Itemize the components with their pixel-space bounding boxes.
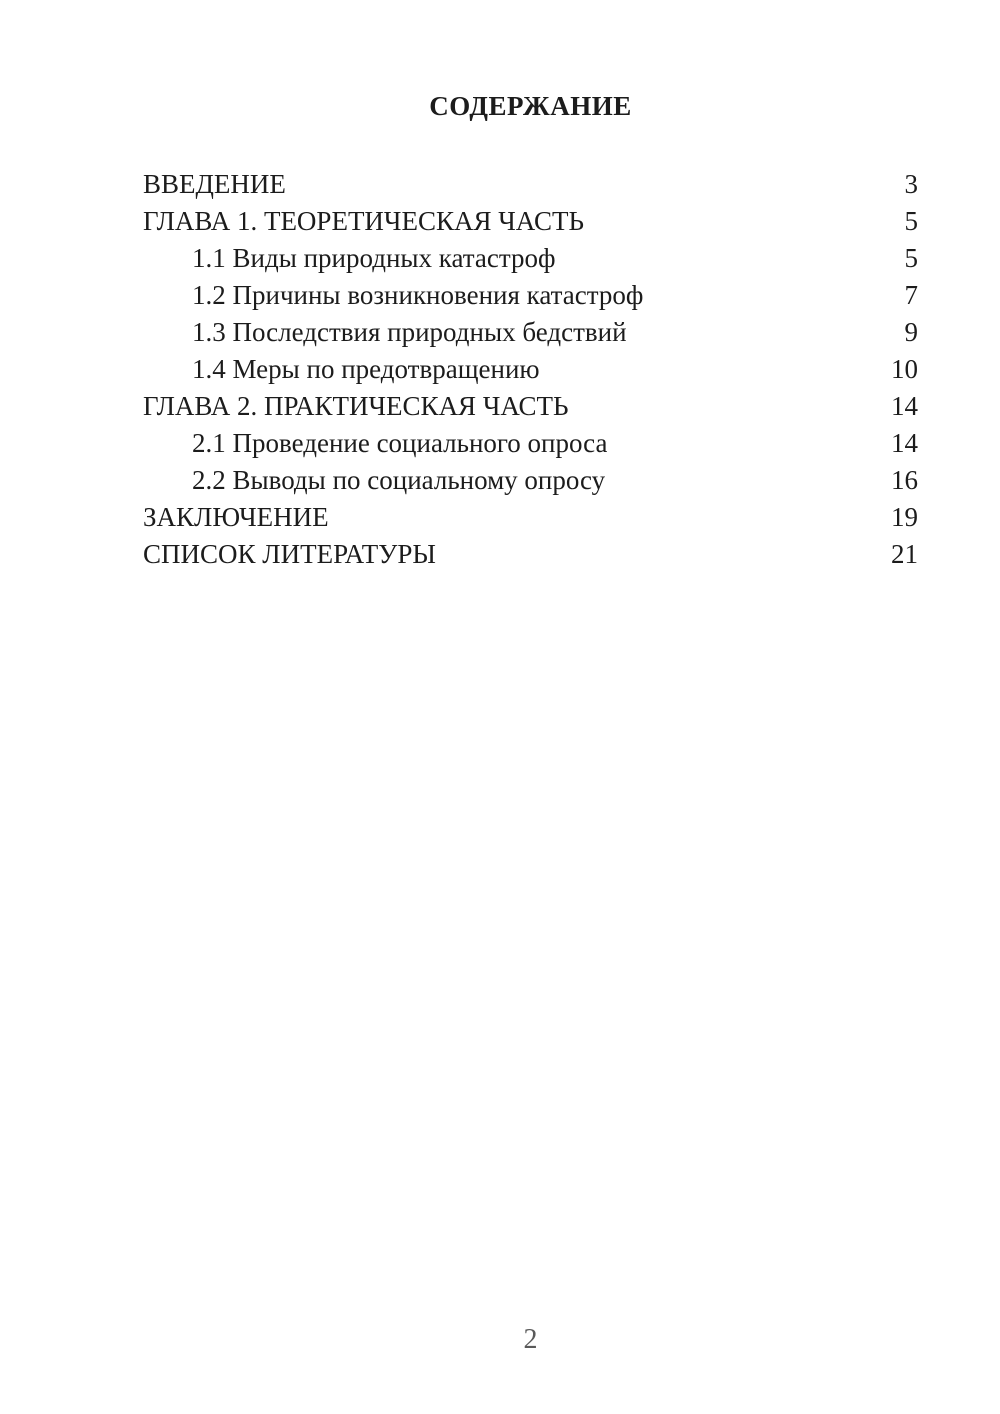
toc-entry-label: 2.1 Проведение социального опроса (192, 428, 608, 458)
toc-entry-1-1 (143, 240, 918, 277)
toc-entry-1-3 (143, 314, 918, 351)
toc-entry-page-number: 9 (904, 317, 918, 347)
toc-entry-label: 1.4 Меры по предотвращению (192, 354, 540, 384)
toc-entry-page-number: 14 (891, 428, 918, 458)
page-title: СОДЕРЖАНИЕ (429, 91, 632, 121)
toc-entry-page-number: 16 (891, 465, 918, 495)
toc-entry-glava-2 (143, 388, 918, 425)
toc-entry-1-4 (143, 351, 918, 388)
toc-entry-label: ЗАКЛЮЧЕНИЕ (143, 502, 329, 532)
toc-entry-label: ГЛАВА 1. ТЕОРЕТИЧЕСКАЯ ЧАСТЬ (143, 206, 584, 236)
toc-entry-page-number: 3 (904, 169, 918, 199)
toc-entry-label: 1.1 Виды природных катастроф (192, 243, 556, 273)
toc-entry-zaklyuchenie (143, 499, 918, 536)
toc-entry-page-number: 7 (904, 280, 918, 310)
toc-entry-page-number: 5 (904, 243, 918, 273)
toc-entry-label: 2.2 Выводы по социальному опросу (192, 465, 606, 495)
toc-entry-2-2 (143, 462, 918, 499)
toc-entry-label: ВВЕДЕНИЕ (143, 169, 286, 199)
toc-entry-label: 1.3 Последствия природных бедствий (192, 317, 627, 347)
toc-entry-glava-1 (143, 203, 918, 240)
toc-entry-vvedenie (143, 166, 918, 203)
toc-entry-spisok-literatury (143, 536, 918, 573)
toc-entry-page-number: 19 (891, 502, 918, 532)
toc-entry-2-1 (143, 425, 918, 462)
toc-entry-label: СПИСОК ЛИТЕРАТУРЫ (143, 539, 436, 569)
toc-entry-page-number: 10 (891, 354, 918, 384)
table-of-contents (143, 166, 918, 573)
footer-page-number: 2 (523, 1324, 538, 1355)
toc-entry-label: 1.2 Причины возникновения катастроф (192, 280, 644, 310)
toc-entry-page-number: 21 (891, 539, 918, 569)
toc-entry-page-number: 5 (904, 206, 918, 236)
toc-entry-label: ГЛАВА 2. ПРАКТИЧЕСКАЯ ЧАСТЬ (143, 391, 569, 421)
toc-entry-page-number: 14 (891, 391, 918, 421)
toc-entry-1-2 (143, 277, 918, 314)
